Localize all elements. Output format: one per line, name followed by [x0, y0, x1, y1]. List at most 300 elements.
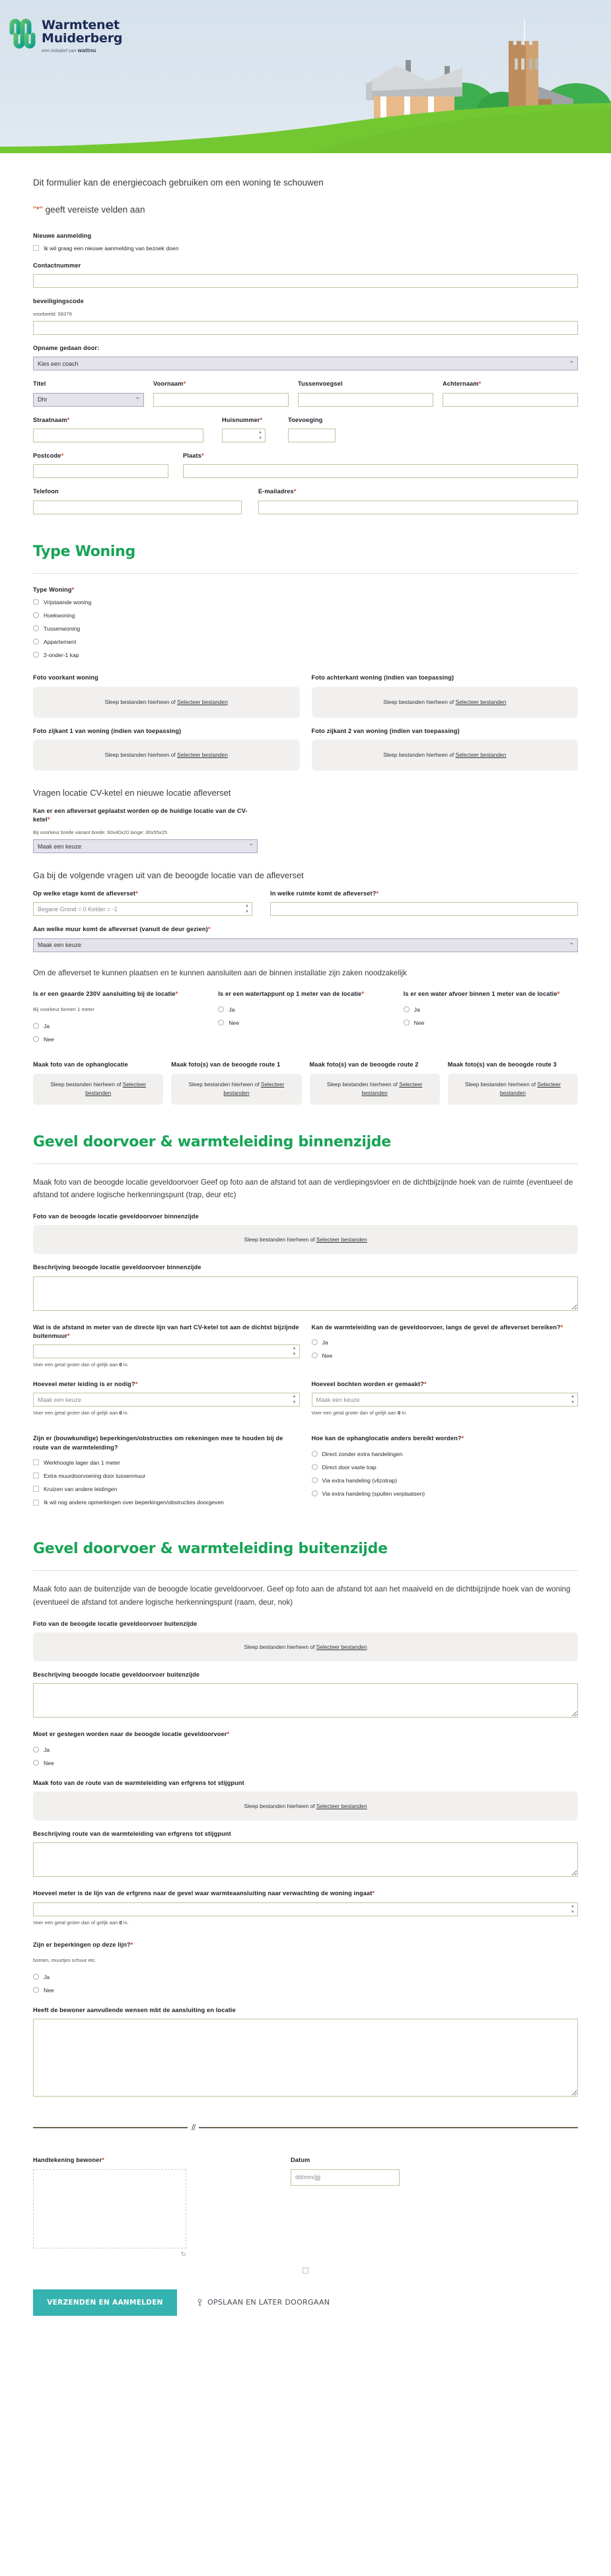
field-warmteleiding-bereiken — [312, 1323, 579, 1372]
straatnaam-input[interactable] — [33, 429, 203, 442]
signature-pad[interactable] — [33, 2169, 186, 2248]
aanvullende-wensen-label: Heeft de bewoner aanvullende wensen mbt de aansluiting en locatie — [33, 2007, 236, 2013]
meter-leiding-input-wrap[interactable] — [33, 1393, 300, 1407]
radio-circle-icon[interactable] — [33, 652, 39, 658]
row-signature-date — [33, 2156, 578, 2258]
radio-waterafvoer-ja[interactable] — [404, 1006, 578, 1014]
radio-230v-ja[interactable] — [33, 1022, 207, 1030]
radio-bereiken-nee[interactable] — [312, 1352, 579, 1360]
grid-fotos-woning — [33, 674, 578, 771]
dropzone-select-link[interactable]: Selecteer bestanden — [177, 751, 228, 759]
erfgrens-hint: Voer een getal groter dan of gelijk aan 0 in. — [33, 1919, 129, 1926]
field-erfgrens-meter — [33, 1889, 578, 1926]
dropzone-text: Sleep bestanden hierheen of — [188, 1081, 261, 1088]
voornaam-input[interactable] — [153, 393, 289, 407]
field-straatnaam — [33, 416, 203, 442]
checkbox-box-icon[interactable] — [33, 1486, 39, 1492]
radio-tussenwoning[interactable] — [33, 625, 578, 633]
radio-label: Nee — [322, 1352, 333, 1360]
titel-select-wrap[interactable] — [33, 393, 144, 407]
dropzone-text: Sleep bestanden hierheen of — [244, 1802, 316, 1809]
page-break-slash-icon: // — [192, 2122, 196, 2133]
field-beperkingen-obstructies — [33, 1434, 300, 1512]
dropzone-foto-route-1[interactable] — [171, 1074, 301, 1105]
radio-label: Appartement — [44, 639, 77, 646]
foto-voorkant-label: Foto voorkant woning — [33, 674, 98, 681]
dropzone-select-link[interactable]: Selecteer bestanden — [316, 1802, 367, 1809]
radio-label: Ja — [322, 1339, 328, 1346]
radio-circle-icon[interactable] — [404, 1020, 410, 1026]
huisnummer-stepper-icon[interactable]: ▲ ▼ — [258, 431, 262, 441]
erfgrens-input[interactable] — [33, 1902, 578, 1916]
dropzone-select-link[interactable]: Selecteer bestanden — [455, 751, 507, 759]
divider-left — [33, 2127, 188, 2128]
beveiligingscode-label: beveiligingscode — [33, 298, 84, 305]
field-beperkingen-lijn — [33, 1941, 578, 1994]
field-email — [258, 487, 578, 514]
foto-ophanglocatie-label: Maak foto van de ophanglocatie — [33, 1061, 128, 1068]
radio-beperkingen-lijn-ja[interactable] — [33, 1973, 578, 1981]
muur-label: Aan welke muur komt de afleverset (vanuit de deur gezien)* — [33, 926, 211, 933]
beveiligingscode-hint: voorbeeld: 58379 — [33, 310, 72, 317]
radio-label: Nee — [229, 1019, 240, 1026]
email-input[interactable] — [258, 501, 578, 514]
email-label: E-mailadres* — [258, 488, 297, 495]
grid-beperkingen-ophanglocatie — [33, 1434, 578, 1512]
radio-circle-icon[interactable] — [312, 1339, 318, 1345]
radio-gestegen-ja[interactable] — [33, 1746, 258, 1754]
bochten-label: Hoeveel bochten worden er gemaakt?* — [311, 1380, 427, 1387]
checkbox-werkhoogte[interactable] — [33, 1459, 300, 1467]
bochten-stepper-icon[interactable]: ▲ ▼ — [571, 1395, 575, 1405]
radio-label: Nee — [44, 1036, 54, 1043]
bochten-input-wrap[interactable] — [312, 1393, 579, 1407]
dropzone-text: Sleep bestanden hierheen of — [326, 1081, 400, 1088]
afstand-stepper-icon[interactable]: ▲ ▼ — [292, 1346, 297, 1357]
required-note-quote: "*" — [33, 204, 43, 215]
radio-circle-icon[interactable] — [218, 1020, 224, 1026]
dropzone-geveldoorvoer-binnen[interactable] — [33, 1225, 578, 1254]
meter-leiding-hint: Voer een getal groter dan of gelijk aan 0 in. — [33, 1410, 129, 1416]
dropzone-foto-achterkant[interactable] — [312, 687, 579, 718]
checkbox-label: Kruizen van andere leidingen — [44, 1486, 118, 1493]
field-muur — [33, 925, 578, 952]
field-meter-leiding — [33, 1380, 300, 1420]
field-ophanglocatie-bereikt — [312, 1434, 579, 1512]
radio-spullen-verplaatsen[interactable] — [312, 1490, 579, 1498]
erfgrens-stepper-icon[interactable]: ▲ ▼ — [571, 1904, 575, 1914]
field-etage — [33, 889, 252, 916]
etage-input-wrap[interactable] — [33, 902, 252, 916]
contactnummer-label: Contactnummer — [33, 261, 81, 269]
dropzone-foto-route-3[interactable] — [448, 1074, 578, 1105]
radio-vrijstaande-woning[interactable] — [33, 598, 578, 606]
afleverset-huidige-locatie-select[interactable] — [33, 839, 258, 853]
brand-logo[interactable] — [8, 18, 122, 53]
radio-direct-zonder-handelingen[interactable] — [312, 1450, 579, 1458]
field-foto-route-2 — [310, 1061, 440, 1104]
titel-select[interactable] — [33, 393, 144, 407]
bochten-hint: Voer een getal groter dan of gelijk aan 0 in. — [311, 1410, 408, 1416]
contactnummer-input[interactable] — [33, 274, 578, 288]
dropzone-select-link[interactable]: Selecteer bestanden — [361, 1081, 423, 1097]
radio-circle-icon[interactable] — [33, 1987, 39, 1993]
agreement-checkbox-wrap — [33, 2268, 578, 2274]
huisnummer-input-wrap[interactable] — [222, 429, 266, 442]
dropzone-select-link[interactable]: Selecteer bestanden — [499, 1081, 561, 1097]
radio-watertappunt-nee[interactable] — [218, 1019, 392, 1027]
foto-achterkant-label: Foto achterkant woning (indien van toepassing) — [311, 674, 454, 681]
datum-label: Datum — [291, 2157, 310, 2164]
datum-input[interactable] — [291, 2169, 400, 2186]
checkbox-label: Extra muurdoorvoering door tussenmuur — [44, 1473, 146, 1480]
field-postcode — [33, 452, 168, 478]
foto-geveldoorvoer-buiten-label: Foto van de beoogde locatie geveldoorvoer buitenzijde — [33, 1620, 198, 1627]
dropzone-select-link[interactable]: Selecteer bestanden — [223, 1081, 285, 1097]
straatnaam-label: Straatnaam* — [33, 416, 70, 423]
dropzone-foto-voorkant[interactable] — [33, 687, 300, 718]
foto-route-1-label: Maak foto(s) van de beoogde route 1 — [171, 1061, 281, 1068]
agreement-checkbox[interactable] — [303, 2268, 308, 2274]
huisnummer-label: Huisnummer* — [222, 416, 263, 423]
page-break-divider — [33, 2122, 578, 2132]
afstand-input-wrap[interactable] — [33, 1344, 300, 1358]
radio-hoekwoning[interactable] — [33, 611, 578, 619]
meter-leiding-stepper-icon[interactable]: ▲ ▼ — [292, 1395, 297, 1405]
form-footer — [33, 2289, 578, 2316]
erfgrens-meter-label: Hoeveel meter is de lijn van de erfgrens naar de gevel waar warmteaansluiting naar verwachting de woning ingaat* — [33, 1890, 375, 1897]
field-foto-zijkant-2 — [312, 727, 579, 771]
afleverset-huidige-locatie-select-wrap[interactable] — [33, 839, 258, 853]
radio-label: Ja — [413, 1006, 420, 1013]
dropzone-text: Sleep bestanden hierheen of — [104, 751, 178, 759]
foto-route-2-label: Maak foto(s) van de beoogde route 2 — [309, 1061, 419, 1068]
buitenzijde-paragraph: Maak foto aan de buitenzijde van de beoogde locatie geveldoorvoer. Geef op foto aan de afstand tot aan het maaiveld en de dichtbijzijnde hoek van de woning (eventueel de afstand tot andere logische herkenningspunt (raam, deur, nok) — [33, 1585, 571, 1607]
logo-tagline-brand: wattnu — [77, 47, 96, 53]
checkbox-label: Werkhoogte lager dan 1 meter — [44, 1459, 120, 1467]
field-toevoeging — [288, 416, 336, 442]
checkbox-kruizen-leidingen[interactable] — [33, 1485, 300, 1493]
radio-label: Via extra handeling (spullen verplaatsen) — [322, 1490, 425, 1497]
foto-zijkant-1-label: Foto zijkant 1 van woning (indien van toepassing) — [33, 727, 182, 734]
beschrijving-binnen-textarea[interactable] — [33, 1276, 578, 1311]
dropzone-text: Sleep bestanden hierheen of — [464, 1081, 538, 1088]
radio-circle-icon[interactable] — [33, 1023, 39, 1029]
radio-waterafvoer-nee[interactable] — [404, 1019, 578, 1027]
field-contactnummer — [33, 261, 578, 288]
checkbox-box-icon[interactable] — [33, 1473, 39, 1479]
radio-label: Vrijstaande woning — [44, 599, 92, 606]
field-moet-gestegen — [33, 1730, 258, 1766]
dropzone-geveldoorvoer-buiten[interactable] — [33, 1632, 578, 1661]
logo-line-2: Muiderberg — [42, 31, 123, 46]
group-heading-cv-ketel: Vragen locatie CV-ketel en nieuwe locatie afleverset — [33, 787, 231, 798]
row-telefoon-email — [33, 487, 578, 514]
field-230v — [33, 990, 207, 1049]
field-type-woning — [33, 586, 578, 660]
foto-zijkant-2-label: Foto zijkant 2 van woning (indien van toepassing) — [311, 727, 460, 734]
erfgrens-input-wrap[interactable] — [33, 1902, 578, 1916]
field-foto-route-3 — [448, 1061, 578, 1104]
muur-select-wrap[interactable] — [33, 938, 578, 952]
afstand-input[interactable] — [33, 1344, 300, 1358]
field-datum — [291, 2156, 400, 2185]
radio-label: Via extra handeling (vlizotrap) — [322, 1477, 398, 1484]
logo-tagline-prefix: een initiatief van — [42, 49, 77, 53]
field-beschrijving-buiten — [33, 1671, 578, 1721]
etage-label: Op welke etage komt de afleverset* — [33, 890, 138, 897]
radio-label: Nee — [44, 1986, 54, 1994]
checkbox-label: Ik wil nog andere opmerkingen over beperkingen/obstructies doorgeven — [44, 1499, 224, 1506]
field-foto-route-1 — [171, 1061, 301, 1104]
etage-input[interactable] — [33, 902, 252, 916]
radio-circle-icon[interactable] — [33, 625, 39, 631]
field-voornaam — [153, 380, 289, 406]
radio-circle-icon[interactable] — [312, 1451, 318, 1457]
radio-label: 2-onder-1 kap — [44, 652, 79, 659]
ruimte-input[interactable] — [270, 902, 578, 916]
radio-circle-icon[interactable] — [312, 1352, 318, 1358]
necessity-paragraph: Om de afleverset te kunnen plaatsen en te kunnen aansluiten aan de binnen installatie zijn zaken noodzakelijk — [33, 968, 407, 977]
beschrijving-buiten-label: Beschrijving beoogde locatie geveldoorvoer buitenzijde — [33, 1671, 200, 1679]
checkbox-box-icon[interactable] — [33, 1500, 39, 1506]
dropzone-text: Sleep bestanden hierheen of — [383, 751, 456, 759]
save-and-continue-link[interactable] — [197, 2298, 330, 2307]
field-foto-route-erfgrens — [33, 1779, 578, 1821]
signature-reset-icon[interactable]: ↻ — [180, 2250, 186, 2258]
foto-route-3-label: Maak foto(s) van de beoogde route 3 — [447, 1061, 557, 1068]
save-and-continue-label: OPSLAAN EN LATER DOORGAAN — [207, 2298, 330, 2307]
muur-select[interactable] — [33, 938, 578, 952]
watertappunt-label: Is er een watertappunt op 1 meter van de locatie* — [218, 991, 365, 998]
checkbox-muurdoorvoering[interactable] — [33, 1472, 300, 1480]
field-foto-zijkant-1 — [33, 727, 300, 771]
radio-label: Hoekwoning — [44, 612, 75, 619]
beperkingen-obstructies-label: Zijn er (bouwkundige) beperkingen/obstructies om rekeningen mee te houden bij de route van de warmteleiding? — [33, 1435, 283, 1451]
row-etage-ruimte — [33, 889, 578, 916]
field-titel — [33, 380, 144, 406]
plaats-input[interactable] — [183, 464, 578, 478]
type-woning-label: Type Woning* — [33, 586, 75, 593]
field-afstand-cv-buitenmuur — [33, 1323, 300, 1372]
radio-bereiken-ja[interactable] — [312, 1339, 579, 1346]
checkbox-nieuwe-aanmelding-label: Ik wil graag een nieuwe aanmelding van bezoek doen — [44, 244, 179, 252]
field-afleverset-huidige-locatie — [33, 807, 258, 853]
plaats-label: Plaats* — [183, 452, 204, 460]
beschrijving-binnen-label: Beschrijving beoogde locatie geveldoorvoer binnenzijde — [33, 1264, 201, 1271]
nieuwe-aanmelding-label: Nieuwe aanmelding — [33, 232, 92, 239]
grid-installatie-vragen — [33, 990, 578, 1049]
required-note-text: geeft vereiste velden aan — [42, 204, 145, 215]
opname-label: Opname gedaan door: — [33, 345, 100, 352]
field-huisnummer — [222, 416, 266, 442]
radio-230v-nee[interactable] — [33, 1035, 207, 1043]
moet-gestegen-label: Moet er gestegen worden naar de beoogde locatie geveldoorvoer* — [33, 1731, 230, 1738]
radio-vlizotrap[interactable] — [312, 1477, 579, 1484]
radio-label: Ja — [44, 1973, 50, 1980]
section-heading-binnenzijde: Gevel doorvoer & warmteleiding binnenzijde — [33, 1133, 391, 1150]
warmtenet-monogram-icon — [8, 18, 37, 50]
afleverset-huidige-locatie-label: Kan er een afleverset geplaatst worden op de huidige locatie van de CV-ketel* — [33, 807, 248, 823]
field-foto-voorkant — [33, 674, 300, 717]
opname-select-wrap[interactable] — [33, 357, 578, 370]
field-foto-ophanglocatie — [33, 1061, 163, 1104]
section-divider — [33, 1570, 578, 1571]
field-ruimte — [270, 889, 578, 916]
etage-stepper-icon[interactable]: ▲ ▼ — [245, 904, 249, 915]
tussenvoegsel-input[interactable] — [298, 393, 433, 407]
dropzone-text: Sleep bestanden hierheen of — [244, 1236, 316, 1243]
radio-circle-icon[interactable] — [33, 612, 39, 618]
group-heading-beoogde-locatie: Ga bij de volgende vragen uit van de beoogde locatie van de afleverset — [33, 870, 304, 881]
dropzone-foto-zijkant-2[interactable] — [312, 740, 579, 771]
dropzone-text: Sleep bestanden hierheen of — [244, 1643, 316, 1650]
beperkingen-lijn-label: Zijn er beperkingen op deze lijn?* — [33, 1941, 133, 1949]
radio-label: Nee — [413, 1019, 425, 1026]
radio-label: Ja — [44, 1023, 50, 1030]
row-namen — [33, 380, 578, 406]
checkbox-box-icon[interactable] — [33, 245, 39, 251]
field-foto-achterkant — [312, 674, 579, 717]
voornaam-label: Voornaam* — [153, 380, 186, 388]
binnenzijde-paragraph: Maak foto van de beoogde locatie geveldoorvoer Geef op foto aan de afstand tot aan de verdiepingsvloer en de dichtbijzijnde hoek van de ruimte (eventueel de afstand tot andere logische herkenningspunt (trap, deur etc) — [33, 1177, 573, 1200]
page-header-hero — [0, 0, 611, 153]
radio-circle-icon[interactable] — [33, 599, 39, 605]
grid-afstand-bereiken — [33, 1323, 578, 1372]
logo-line-1: Warmtenet — [42, 18, 120, 32]
dropzone-select-link[interactable]: Selecteer bestanden — [177, 698, 228, 705]
tussenvoegsel-label: Tussenvoegsel — [298, 380, 343, 388]
field-achternaam — [443, 380, 578, 406]
radio-direct-vaste-trap[interactable] — [312, 1463, 579, 1471]
dropzone-foto-zijkant-1[interactable] — [33, 740, 300, 771]
field-nieuwe-aanmelding — [33, 232, 578, 252]
opname-select[interactable] — [33, 357, 578, 370]
field-tussenvoegsel — [298, 380, 433, 406]
dropzone-select-link[interactable]: Selecteer bestanden — [316, 1643, 367, 1650]
radio-label: Direct door vaste trap — [322, 1463, 377, 1471]
dropzone-select-link[interactable]: Selecteer bestanden — [316, 1236, 367, 1243]
achternaam-input[interactable] — [443, 393, 578, 407]
field-foto-geveldoorvoer-binnen — [33, 1212, 578, 1254]
row-adres — [33, 416, 578, 442]
handtekening-label: Handtekening bewoner* — [33, 2157, 104, 2164]
meter-leiding-input[interactable] — [33, 1393, 300, 1407]
beschrijving-buiten-textarea[interactable] — [33, 1683, 578, 1718]
postcode-label: Postcode* — [33, 452, 64, 460]
checkbox-nieuwe-aanmelding[interactable] — [33, 244, 578, 252]
field-handtekening — [33, 2156, 291, 2258]
dropzone-select-link[interactable]: Selecteer bestanden — [455, 698, 507, 705]
bochten-input[interactable] — [312, 1393, 579, 1407]
dropzone-route-erfgrens[interactable] — [33, 1792, 578, 1821]
checkbox-box-icon[interactable] — [33, 1459, 39, 1465]
radio-circle-icon[interactable] — [312, 1464, 318, 1470]
form-description: Dit formulier kan de energiecoach gebruiken om een woning te schouwen — [33, 178, 324, 188]
beschrijving-route-textarea[interactable] — [33, 1842, 578, 1877]
ophanglocatie-bereikt-label: Hoe kan de ophanglocatie anders bereikt worden?* — [311, 1435, 464, 1442]
radio-circle-icon[interactable] — [33, 1974, 39, 1980]
radio-label: Tussenwoning — [44, 625, 81, 633]
radio-appartement[interactable] — [33, 638, 578, 646]
radio-circle-icon[interactable] — [312, 1490, 318, 1496]
radio-circle-icon[interactable] — [33, 1747, 39, 1753]
foto-route-erfgrens-label: Maak foto van de route van de warmteleiding van erfgrens tot stijgpunt — [33, 1779, 244, 1786]
telefoon-label: Telefoon — [33, 488, 59, 495]
grid-meter-bochten — [33, 1380, 578, 1420]
radio-beperkingen-lijn-nee[interactable] — [33, 1986, 578, 1994]
required-fields-note — [33, 205, 578, 215]
toevoeging-input[interactable] — [288, 429, 336, 442]
checkbox-andere-opmerkingen[interactable] — [33, 1498, 300, 1506]
afstand-cv-buitenmuur-label: Wat is de afstand in meter van de directe lijn van hart CV-ketel tot aan de dichtst bijzijnde buitenmuur* — [33, 1323, 299, 1339]
230v-hint: Bij voorkeur binnen 1 meter — [33, 1006, 94, 1012]
aanvullende-wensen-textarea[interactable] — [33, 2019, 578, 2097]
dropzone-text: Sleep bestanden hierheen of — [50, 1081, 123, 1088]
field-watertappunt — [218, 990, 392, 1049]
radio-gestegen-nee[interactable] — [33, 1759, 258, 1767]
meter-leiding-label: Hoeveel meter leiding is er nodig?* — [33, 1380, 138, 1387]
field-opname-gedaan-door — [33, 344, 578, 370]
section-divider — [33, 573, 578, 574]
dropzone-text: Sleep bestanden hierheen of — [383, 698, 456, 705]
beveiligingscode-input[interactable] — [33, 321, 578, 335]
grid-fotos-route — [33, 1061, 578, 1104]
radio-circle-icon[interactable] — [33, 639, 39, 644]
submit-button[interactable]: VERZENDEN EN AANMELDEN — [33, 2289, 177, 2316]
huisnummer-input[interactable] — [222, 429, 266, 442]
radio-circle-icon[interactable] — [312, 1477, 318, 1483]
foto-geveldoorvoer-binnen-label: Foto van de beoogde locatie geveldoorvoer binnenzijde — [33, 1212, 199, 1220]
radio-watertappunt-ja[interactable] — [218, 1006, 392, 1014]
row-postcode-plaats — [33, 452, 578, 478]
dropzone-text: Sleep bestanden hierheen of — [104, 698, 178, 705]
dropzone-select-link[interactable]: Selecteer bestanden — [85, 1081, 147, 1097]
radio-circle-icon[interactable] — [33, 1036, 39, 1042]
afstand-hint: Voer een getal groter dan of gelijk aan 0 in. — [33, 1362, 129, 1368]
field-waterafvoer — [404, 990, 578, 1049]
radio-circle-icon[interactable] — [33, 1760, 39, 1766]
divider-right — [199, 2127, 578, 2128]
save-disk-icon — [197, 2299, 203, 2306]
field-beveiligingscode — [33, 297, 578, 335]
beschrijving-route-label: Beschrijving route van de warmteleiding van erfgrens tot stijgpunt — [33, 1830, 231, 1838]
radio-label: Direct zonder extra handelingen — [322, 1450, 403, 1457]
field-beschrijving-route — [33, 1830, 578, 1880]
230v-label: Is er een geaarde 230V aansluiting bij de locatie* — [33, 991, 178, 998]
survey-form — [0, 176, 611, 2316]
field-plaats — [183, 452, 578, 478]
radio-label: Ja — [229, 1006, 235, 1013]
radio-label: Nee — [44, 1759, 54, 1766]
logo-tagline — [42, 47, 122, 53]
field-foto-geveldoorvoer-buiten — [33, 1620, 578, 1661]
achternaam-label: Achternaam* — [443, 380, 482, 388]
radio-2-onder-1-kap[interactable] — [33, 651, 578, 659]
radio-label: Ja — [44, 1746, 50, 1753]
radio-circle-icon[interactable] — [218, 1006, 224, 1012]
dropzone-foto-route-2[interactable] — [310, 1074, 440, 1105]
field-telefoon — [33, 487, 242, 514]
radio-circle-icon[interactable] — [404, 1006, 410, 1012]
telefoon-input[interactable] — [33, 501, 242, 514]
titel-label: Titel — [33, 380, 46, 388]
field-beschrijving-binnen — [33, 1263, 578, 1313]
section-heading-buitenzijde: Gevel doorvoer & warmteleiding buitenzijde — [33, 1541, 388, 1558]
dropzone-foto-ophanglocatie[interactable] — [33, 1074, 163, 1105]
afleverset-huidige-locatie-hint: Bij voorkeur brede variant brede: 60x40x20 lange: 30x55x25 — [33, 829, 168, 835]
postcode-input[interactable] — [33, 464, 168, 478]
